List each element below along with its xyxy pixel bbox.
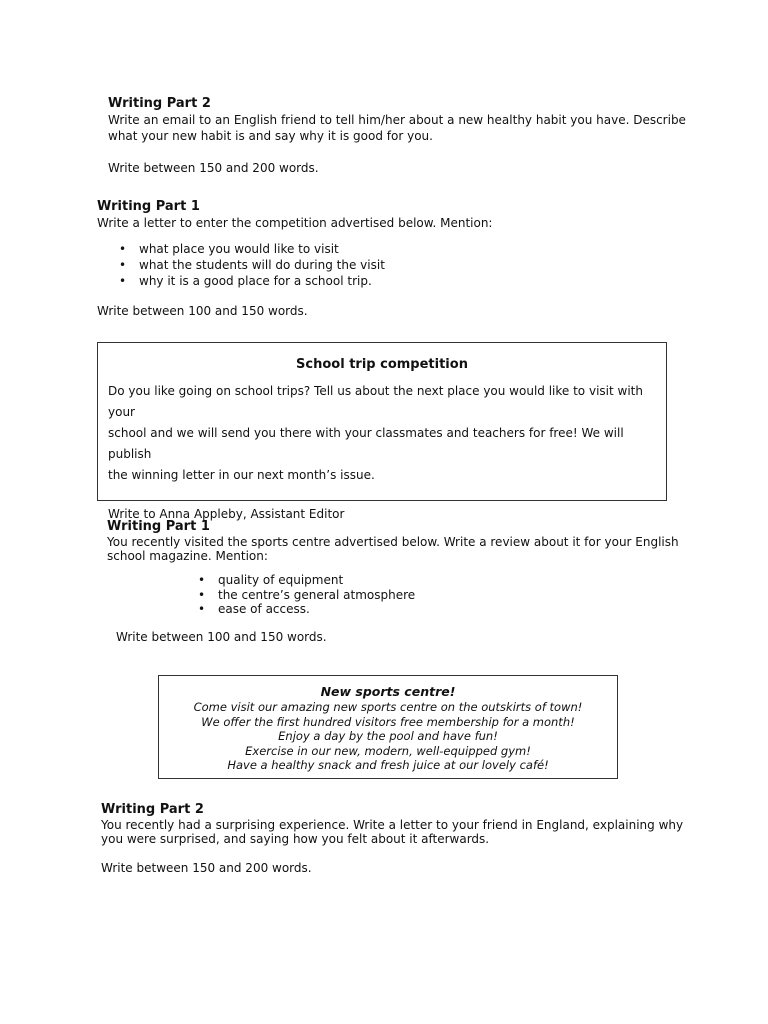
word-count-instruction: Write between 100 and 150 words.	[97, 304, 308, 318]
bullet-item: • the centre’s general atmosphere	[196, 588, 707, 603]
task-instruction-line: Write an email to an English friend to tell him/her about a new healthy habit you have. Describe	[108, 113, 686, 127]
bullet-item: • what the students will do during the visit	[117, 257, 697, 273]
bullet-item: • what place you would like to visit	[117, 241, 697, 257]
task-heading: Writing Part 2	[108, 96, 211, 111]
task-school-trip	[97, 199, 697, 319]
task-heading: Writing Part 1	[97, 199, 200, 214]
task-instruction-line: you were surprised, and saying how you felt about it afterwards.	[101, 832, 490, 846]
task-instruction-line: school magazine. Mention:	[107, 549, 268, 563]
task-heading: Writing Part 1	[107, 519, 210, 534]
bullet-list	[196, 573, 707, 617]
task-sports-centre	[107, 519, 707, 645]
school-trip-advert-box	[97, 342, 667, 521]
advert-line: Enjoy a day by the pool and have fun!	[278, 729, 498, 743]
task-instruction-line: You recently had a surprising experience. Write a letter to your friend in England, explaining why	[101, 818, 684, 832]
bullet-list	[117, 241, 697, 289]
task-surprising-experience	[101, 802, 701, 876]
advert-body-line: Do you like going on school trips? Tell us about the next place you would like to visit with your	[108, 384, 643, 419]
word-count-instruction: Write between 150 and 200 words.	[108, 161, 319, 175]
advert-line: Have a healthy snack and fresh juice at our lovely café!	[227, 758, 549, 772]
word-count-instruction: Write between 100 and 150 words.	[116, 629, 327, 644]
task-instruction-line: You recently visited the sports centre advertised below. Write a review about it for your English	[107, 535, 679, 549]
task-instruction-line: what your new habit is and say why it is good for you.	[108, 129, 433, 143]
task-healthy-habit	[108, 96, 708, 176]
word-count-instruction: Write between 150 and 200 words.	[101, 861, 312, 875]
task-instruction-line: Write a letter to enter the competition advertised below. Mention:	[97, 216, 493, 230]
bullet-item: • quality of equipment	[196, 573, 707, 588]
advert-title: School trip competition	[296, 357, 468, 372]
advert-signature: Write to Anna Appleby, Assistant Editor	[108, 507, 345, 521]
bullet-item: • why it is a good place for a school trip.	[117, 273, 697, 289]
advert-line: Come visit our amazing new sports centre on the outskirts of town!	[193, 700, 583, 714]
advert-line: Exercise in our new, modern, well-equipped gym!	[245, 743, 531, 758]
sports-centre-advert-box	[158, 675, 618, 779]
advert-body-line: school and we will send you there with your classmates and teachers for free! We will publish	[108, 426, 624, 461]
advert-title: New sports centre!	[320, 684, 456, 699]
task-heading: Writing Part 2	[101, 802, 204, 817]
bullet-item: • ease of access.	[196, 602, 707, 617]
advert-line: We offer the first hundred visitors free membership for a month!	[201, 714, 575, 729]
advert-body-line: the winning letter in our next month’s issue.	[108, 468, 375, 482]
